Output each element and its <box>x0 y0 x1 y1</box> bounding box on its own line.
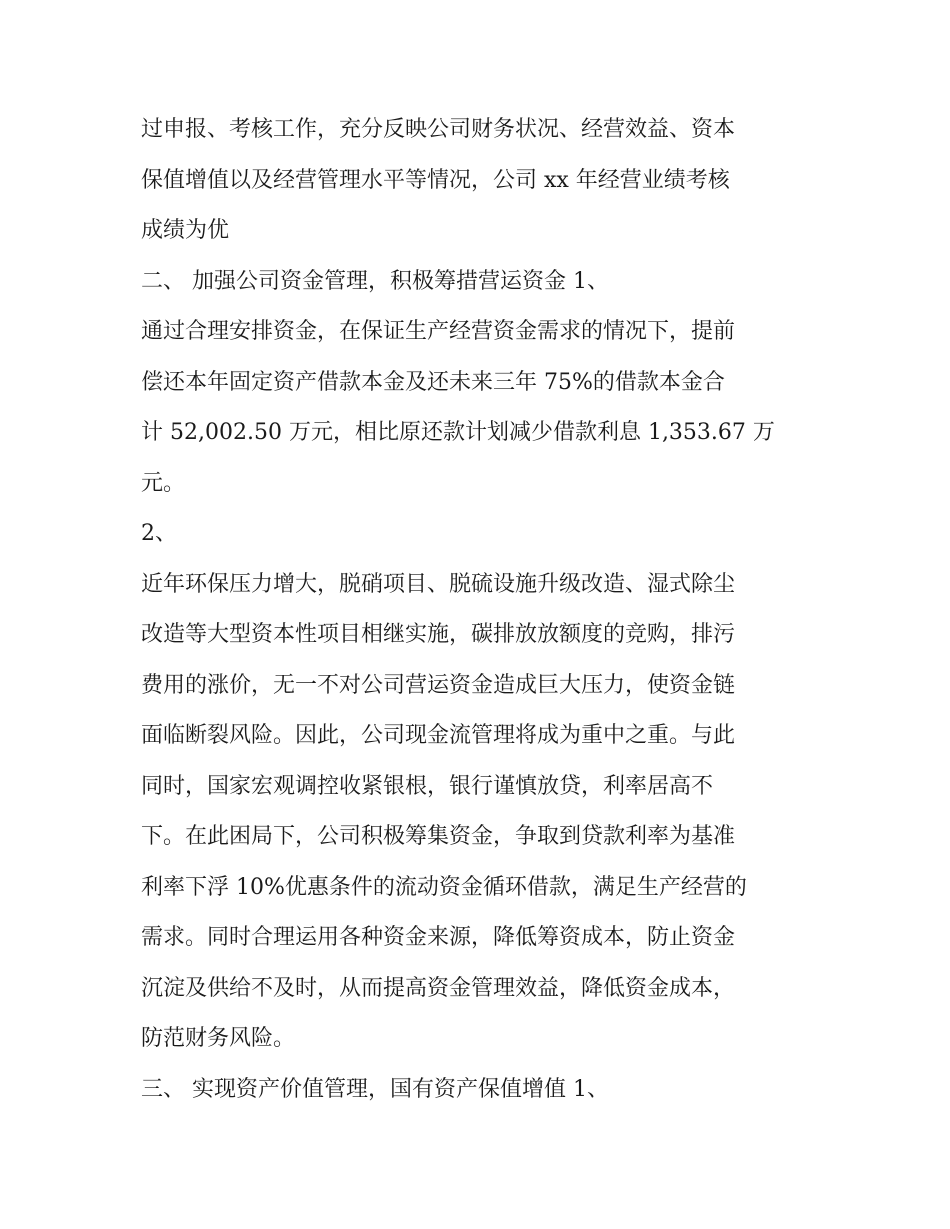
text-line: 改造等大型资本性项目相继实施，碳排放放额度的竞购，排污 <box>141 622 736 647</box>
item-number: 2、 <box>141 521 177 546</box>
text-line: 偿还本年固定资产借款本金及还未来三年 75%的借款本金合 <box>141 369 725 395</box>
section-heading-2: 二、 加强公司资金管理，积极筹措营运资金 1、 <box>141 268 609 294</box>
text-line: 利率下浮 10%优惠条件的流动资金循环借款，满足生产经营的 <box>141 874 747 900</box>
text-line: 需求。同时合理运用各种资金来源，降低筹资成本，防止资金 <box>141 925 736 950</box>
text-line: 防范财务风险。 <box>141 1026 296 1051</box>
text-line: 费用的涨价，无一不对公司营运资金造成巨大压力，使资金链 <box>141 672 736 698</box>
text-line: 近年环保压力增大，脱硝项目、脱硫设施升级改造、湿式除尘 <box>141 571 736 597</box>
text-line: 保值增值以及经营管理水平等情况，公司 xx 年经营业绩考核 <box>141 167 730 193</box>
text-line: 过申报、考核工作，充分反映公司财务状况、经营效益、资本 <box>141 117 736 142</box>
text-line: 计 52,002.50 万元，相比原还款计划减少借款利息 1,353.67 万 <box>141 420 775 445</box>
text-line: 沉淀及供给不及时，从而提高资金管理效益，降低资金成本， <box>141 975 736 1001</box>
text-line: 同时，国家宏观调控收紧银根，银行谨慎放贷，利率居高不 <box>141 773 714 799</box>
text-line: 通过合理安排资金，在保证生产经营资金需求的情况下，提前 <box>141 319 736 344</box>
text-line: 面临断裂风险。因此，公司现金流管理将成为重中之重。与此 <box>141 723 736 748</box>
section-heading-3: 三、 实现资产价值管理，国有资产保值增值 1、 <box>141 1076 609 1102</box>
text-line: 成绩为优 <box>141 218 230 243</box>
text-line: 下。在此困局下，公司积极筹集资金，争取到贷款利率为基准 <box>141 824 736 849</box>
body-text <box>141 112 813 1122</box>
text-line: 元。 <box>141 470 186 496</box>
